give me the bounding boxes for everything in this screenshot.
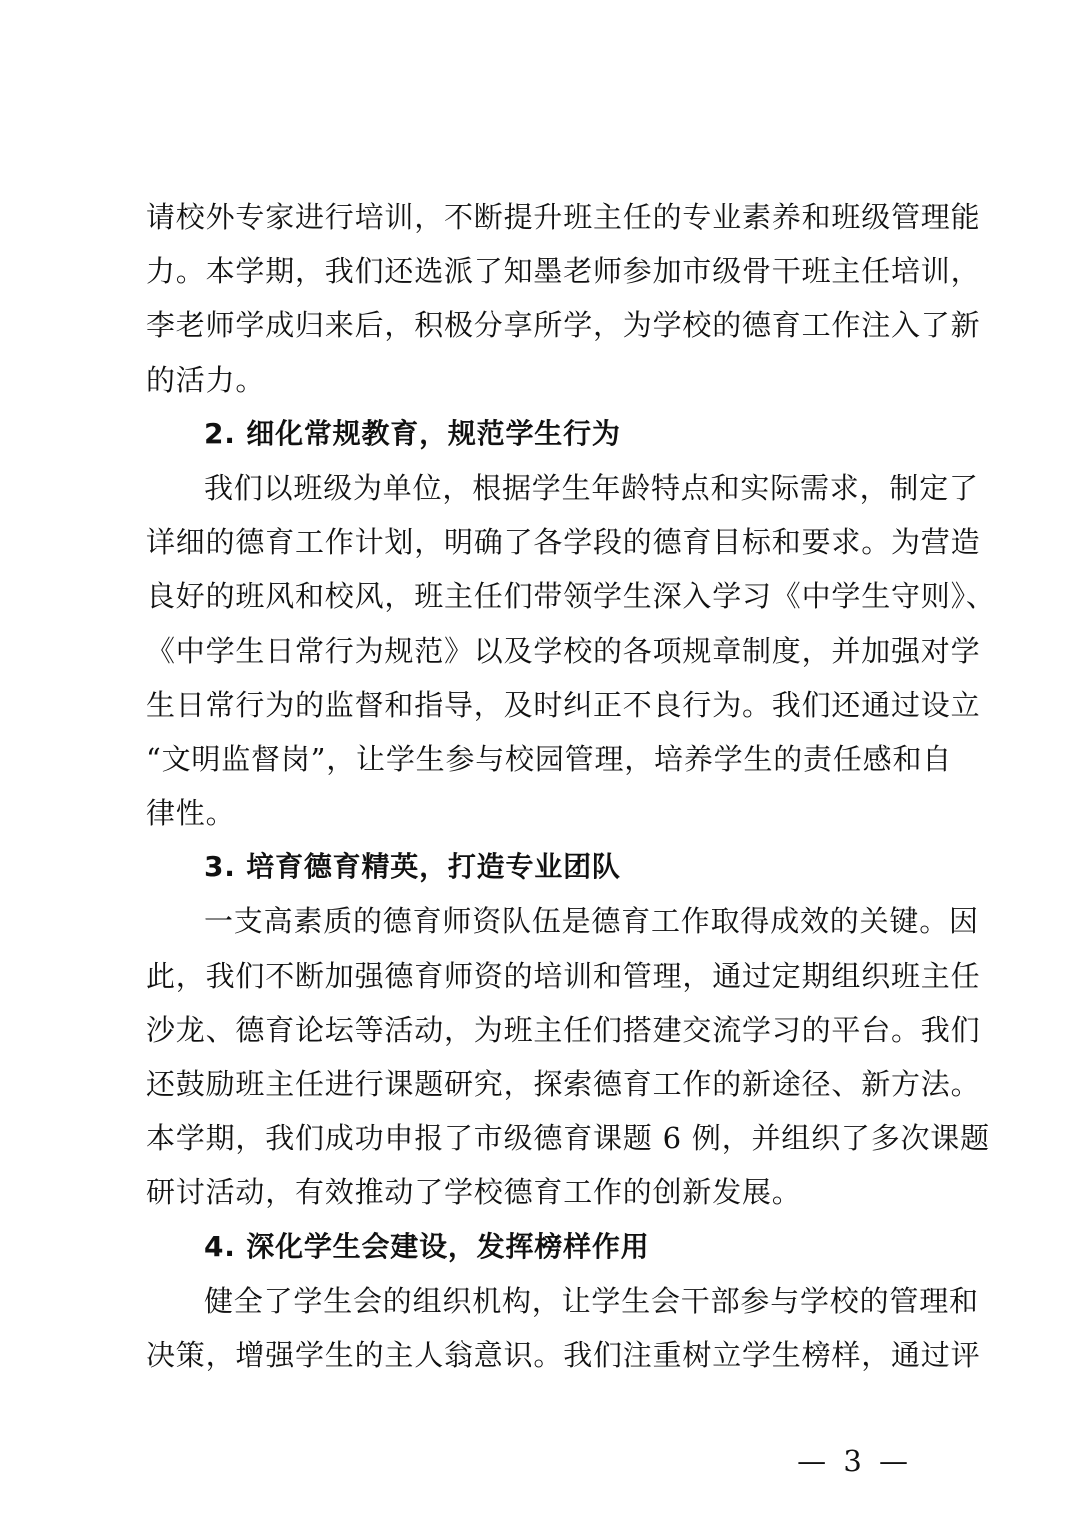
paragraph-line: 一支高素质的德育师资队伍是德育工作取得成效的关键。因	[204, 904, 979, 939]
paragraph-line: 此，我们不断加强德育师资的培训和管理，通过定期组织班主任	[146, 958, 981, 993]
paragraph-line: 良好的班风和校风，班主任们带领学生深入学习《中学生守则》、	[146, 579, 996, 614]
paragraph-line: 本学期，我们成功申报了市级德育课题 6 例，并组织了多次课题	[146, 1121, 990, 1156]
page-number: — 3 —	[797, 1444, 912, 1478]
section-heading: 3. 培育德育精英，打造专业团队	[204, 850, 621, 884]
paragraph-line: 我们以班级为单位，根据学生年龄特点和实际需求，制定了	[204, 470, 979, 505]
paragraph-line: 决策，增强学生的主人翁意识。我们注重树立学生榜样，通过评	[146, 1337, 981, 1372]
paragraph-line: 力。本学期，我们还选派了知墨老师参加市级骨干班主任培训，	[146, 254, 981, 289]
section-heading: 4. 深化学生会建设，发挥榜样作用	[204, 1229, 650, 1263]
paragraph-line: 沙龙、德育论坛等活动，为班主任们搭建交流学习的平台。我们	[146, 1012, 981, 1047]
paragraph-line: 的活力。	[146, 362, 266, 397]
paragraph-line: 律性。	[146, 796, 236, 831]
body-text	[146, 190, 996, 1382]
paragraph-line: “文明监督岗”，让学生参与校园管理，培养学生的责任感和自	[146, 741, 953, 776]
section-heading: 2. 细化常规教育，规范学生行为	[204, 416, 621, 450]
paragraph-line: 李老师学成归来后，积极分享所学，为学校的德育工作注入了新	[146, 308, 981, 343]
paragraph-line: 还鼓励班主任进行课题研究，探索德育工作的新途径、新方法。	[146, 1067, 981, 1101]
paragraph-line: 《中学生日常行为规范》以及学校的各项规章制度，并加强对学	[146, 633, 981, 668]
paragraph-line: 健全了学生会的组织机构，让学生会干部参与学校的管理和	[204, 1283, 979, 1318]
paragraph-line: 研讨活动，有效推动了学校德育工作的创新发展。	[146, 1175, 802, 1210]
paragraph-line: 请校外专家进行培训，不断提升班主任的专业素养和班级管理能	[146, 200, 981, 234]
paragraph-line: 详细的德育工作计划，明确了各学段的德育目标和要求。为营造	[146, 525, 981, 560]
paragraph-line: 生日常行为的监督和指导，及时纠正不良行为。我们还通过设立	[146, 687, 981, 722]
